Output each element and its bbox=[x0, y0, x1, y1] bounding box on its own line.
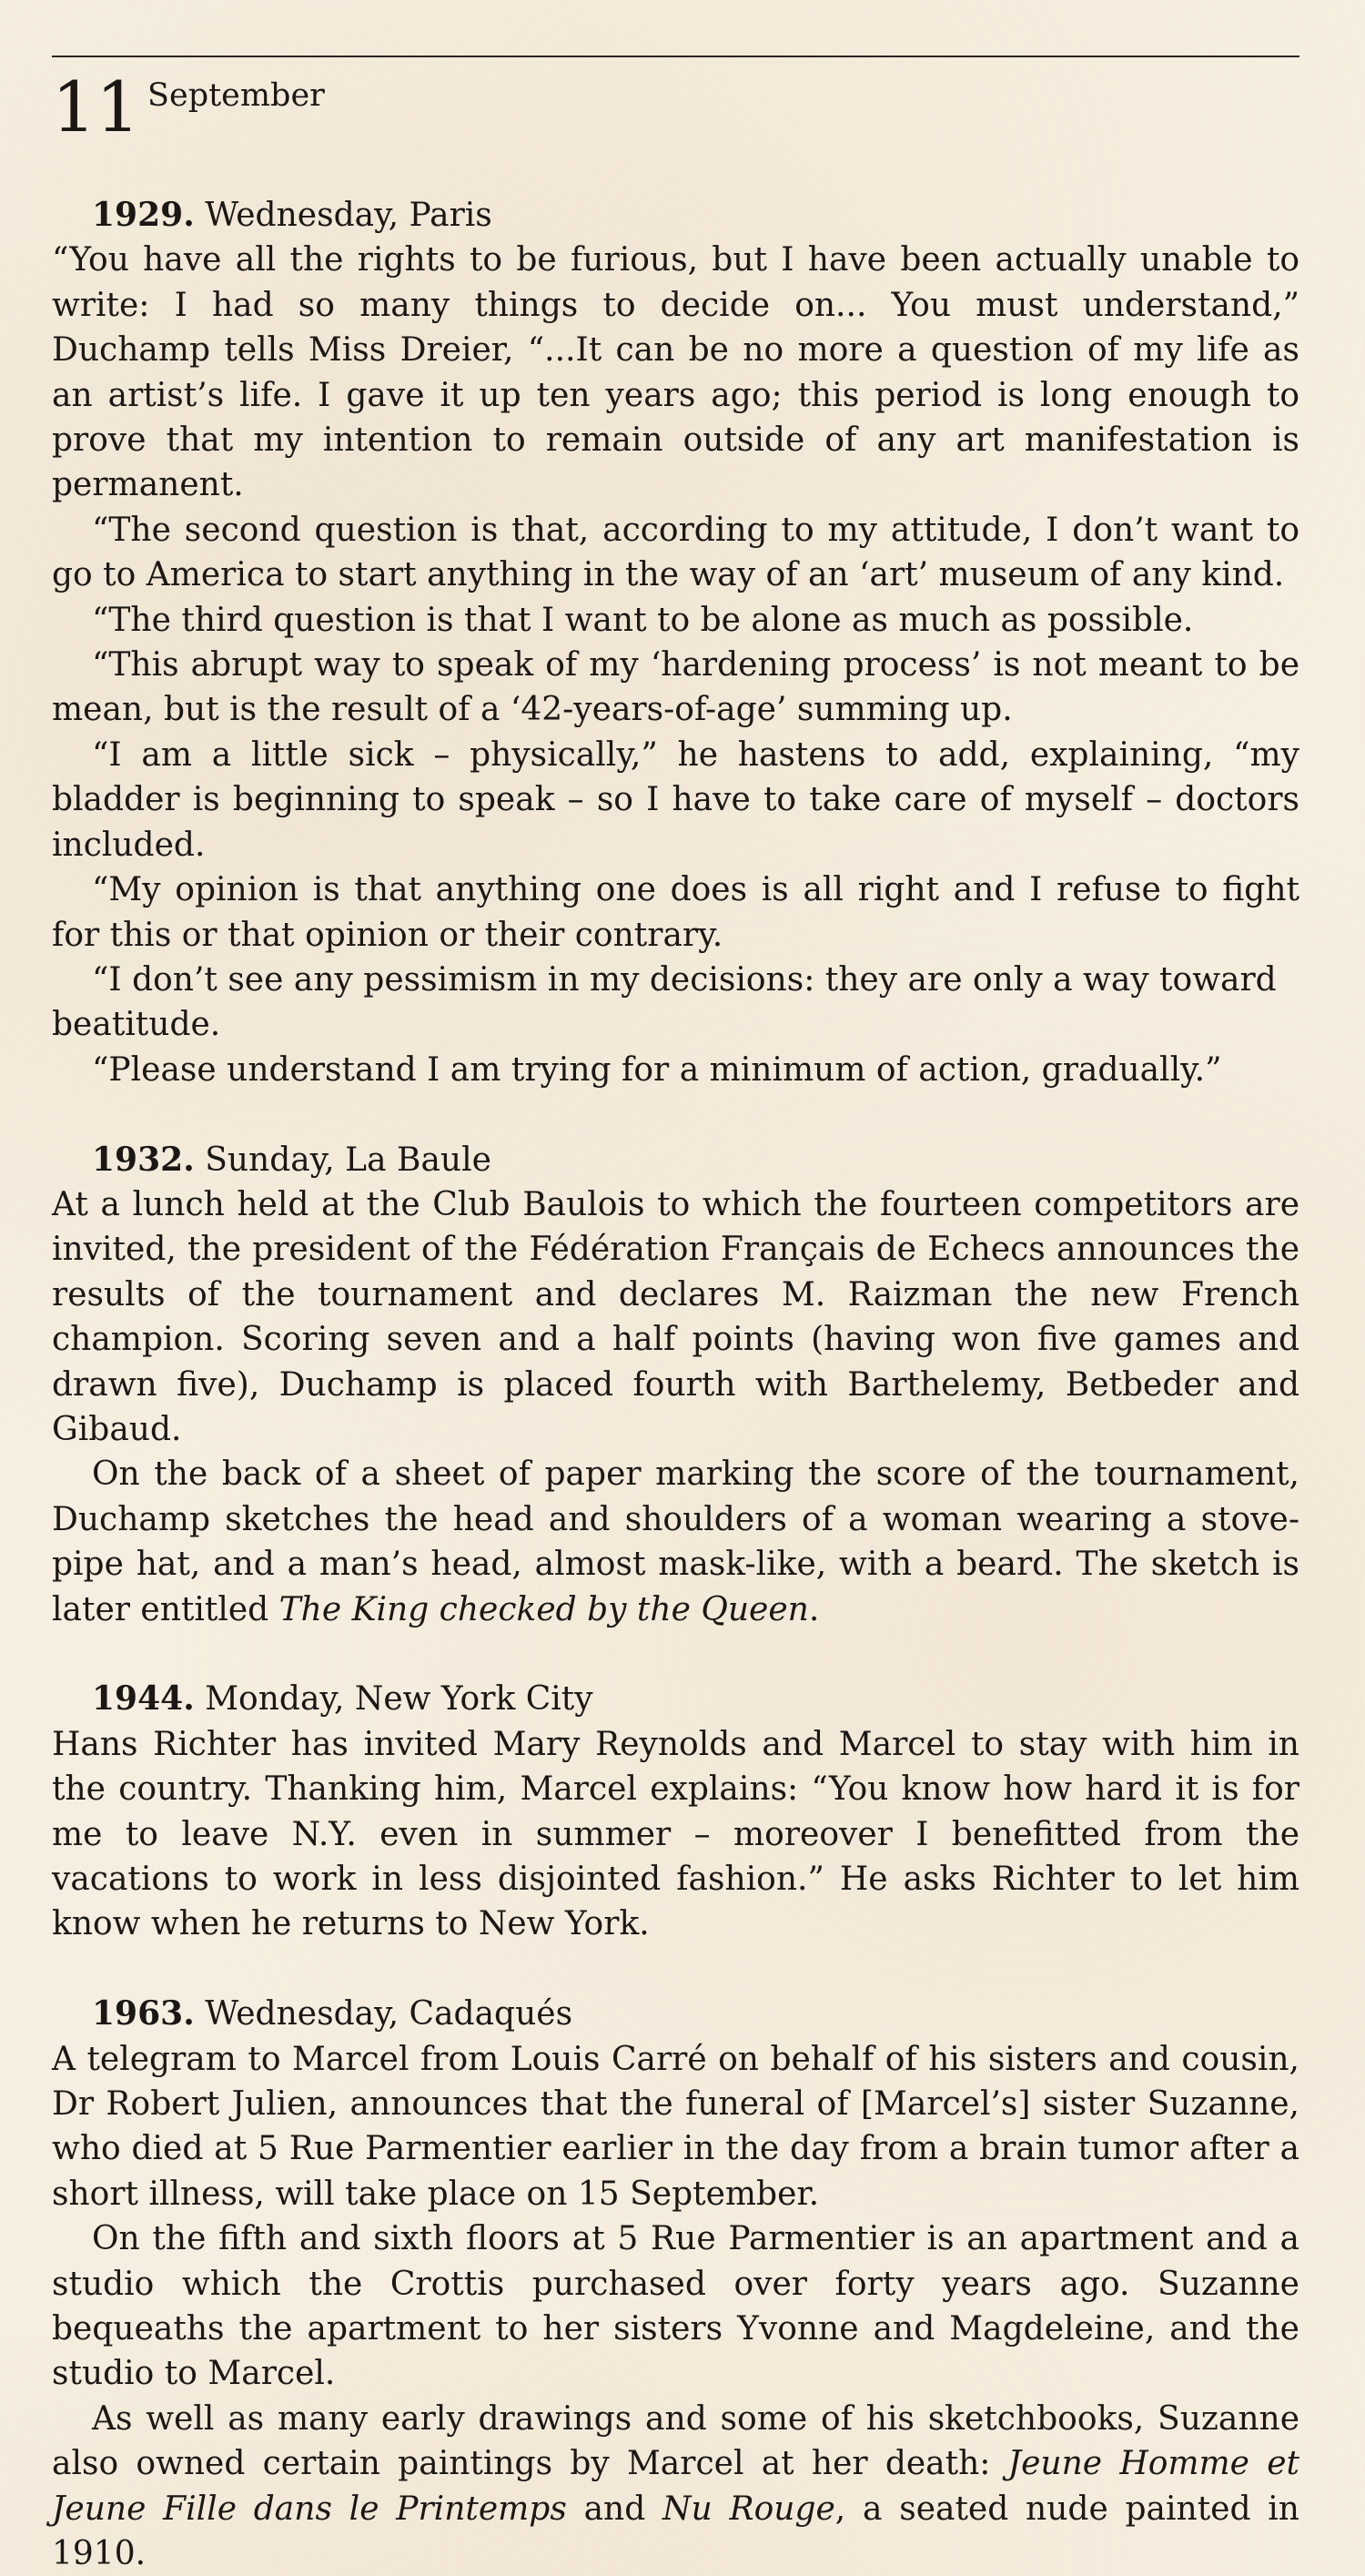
paragraph bbox=[52, 2397, 1299, 2576]
paragraph: “You have all the rights to be furious, but I have been actually unable to write: I had so many things to decide on... You must understand,” Duchamp tells Miss Dreier, “...It can be no more a question of my life as an artist’s life. I gave it up ten years ago; this period is long enough to prove that my intention to remain outside of any art manifestation is permanent. bbox=[52, 241, 1299, 504]
top-rule bbox=[52, 56, 1299, 57]
entry-year: 1963. bbox=[92, 1994, 195, 2033]
artwork-title: The King checked by the Queen bbox=[278, 1590, 809, 1628]
paragraph: “The second question is that, according to my attitude, I don’t want to go to America to start anything in the way of an ‘art’ museum of any kind. bbox=[52, 511, 1299, 594]
entry-heading bbox=[52, 1677, 1299, 1721]
artwork-title: Jeune Homme et Jeune Fille dans le Printemps bbox=[52, 2445, 1299, 2528]
entry-year: 1929. bbox=[92, 196, 195, 234]
entry-place: Wednesday, Cadaqués bbox=[205, 1995, 573, 2033]
paragraph: “Please understand I am trying for a minimum of action, gradually.” bbox=[92, 1050, 1222, 1089]
artwork-title: Nu Rouge bbox=[662, 2490, 835, 2528]
entry-year: 1932. bbox=[92, 1140, 195, 1179]
paragraph: Hans Richter has invited Mary Reynolds and Marcel to stay with him in the country. Thanking him, Marcel explains: “You know how hard it is for me to leave N.Y. even in summer – moreover I benefitted from the vacations to work in less disjointed fashion.” He asks Richter to let him know when he returns to New York. bbox=[52, 1725, 1299, 1943]
paragraph: At a lunch held at the Club Baulois to which the fourteen competitors are invited, the president of the Fédération Français de Echecs announces the results of the tournament and declares M. Raizman the new French champion. Scoring seven and a half points (having won five games and drawn five), Duchamp is placed fourth with Barthelemy, Betbeder and Gibaud. bbox=[52, 1185, 1299, 1448]
paragraph: “My opinion is that anything one does is all right and I refuse to fight for this or that opinion or their contrary. bbox=[52, 871, 1299, 954]
entry-year: 1944. bbox=[92, 1679, 195, 1719]
paragraph: “This abrupt way to speak of my ‘hardening process’ is not meant to be mean, but is the result of a ‘42-years-of-age’ summing up. bbox=[52, 646, 1299, 729]
paragraph: On the fifth and sixth floors at 5 Rue Parmentier is an apartment and a studio which the Crottis purchased over forty years ago. Suzanne bequeaths the apartment to her sisters Yvonne and Magdeleine, and the studio to Marcel. bbox=[52, 2220, 1299, 2393]
paragraph-text: On the back of a sheet of paper marking the score of the tournament, Duchamp sketches the head and shoulders of a woman wearing a stove-pipe hat, and a man’s head, almost mask-like, with a beard. The sketch is later entitled bbox=[52, 1455, 1299, 1628]
entry-1932 bbox=[52, 1138, 1299, 1632]
paragraph-text: and bbox=[566, 2490, 663, 2528]
paragraph: “I am a little sick – physically,” he hastens to add, explaining, “my bladder is beginning to speak – so I have to take care of myself – doctors included. bbox=[52, 735, 1299, 864]
paragraph-text: As well as many early drawings and some of his sketchbooks, Suzanne also owned certain paintings by Marcel at her death: bbox=[52, 2399, 1299, 2483]
entry-heading bbox=[52, 1138, 1299, 1182]
paragraph-end: . bbox=[808, 1590, 820, 1628]
entry-heading bbox=[52, 1992, 1299, 2036]
entry-1963 bbox=[52, 1992, 1299, 2576]
paragraph: “I don’t see any pessimism in my decisions: they are only a way toward beatitude. bbox=[52, 960, 1277, 1044]
paragraph: A telegram to Marcel from Louis Carré on behalf of his sisters and cousin, Dr Robert Julien, announces that the funeral of [Marcel’s] sister Suzanne, who died at 5 Rue Parmentier earlier in the day from a brain tumor after a short illness, will take place on 15 September. bbox=[52, 2040, 1299, 2213]
entry-place: Sunday, La Baule bbox=[205, 1141, 491, 1179]
paragraph-end: , a seated nude painted in 1910. bbox=[52, 2490, 1299, 2573]
day-number: 11 bbox=[52, 66, 140, 147]
entry-1944 bbox=[52, 1677, 1299, 1946]
month-label: September bbox=[147, 77, 325, 114]
paragraph bbox=[52, 1452, 1299, 1632]
entry-1929 bbox=[52, 193, 1299, 1092]
entry-place: Monday, New York City bbox=[205, 1680, 593, 1719]
entry-place: Wednesday, Paris bbox=[205, 197, 492, 234]
entry-heading bbox=[52, 193, 1299, 238]
entries bbox=[52, 193, 1299, 2576]
paragraph: “The third question is that I want to be alone as much as possible. bbox=[92, 601, 1194, 639]
